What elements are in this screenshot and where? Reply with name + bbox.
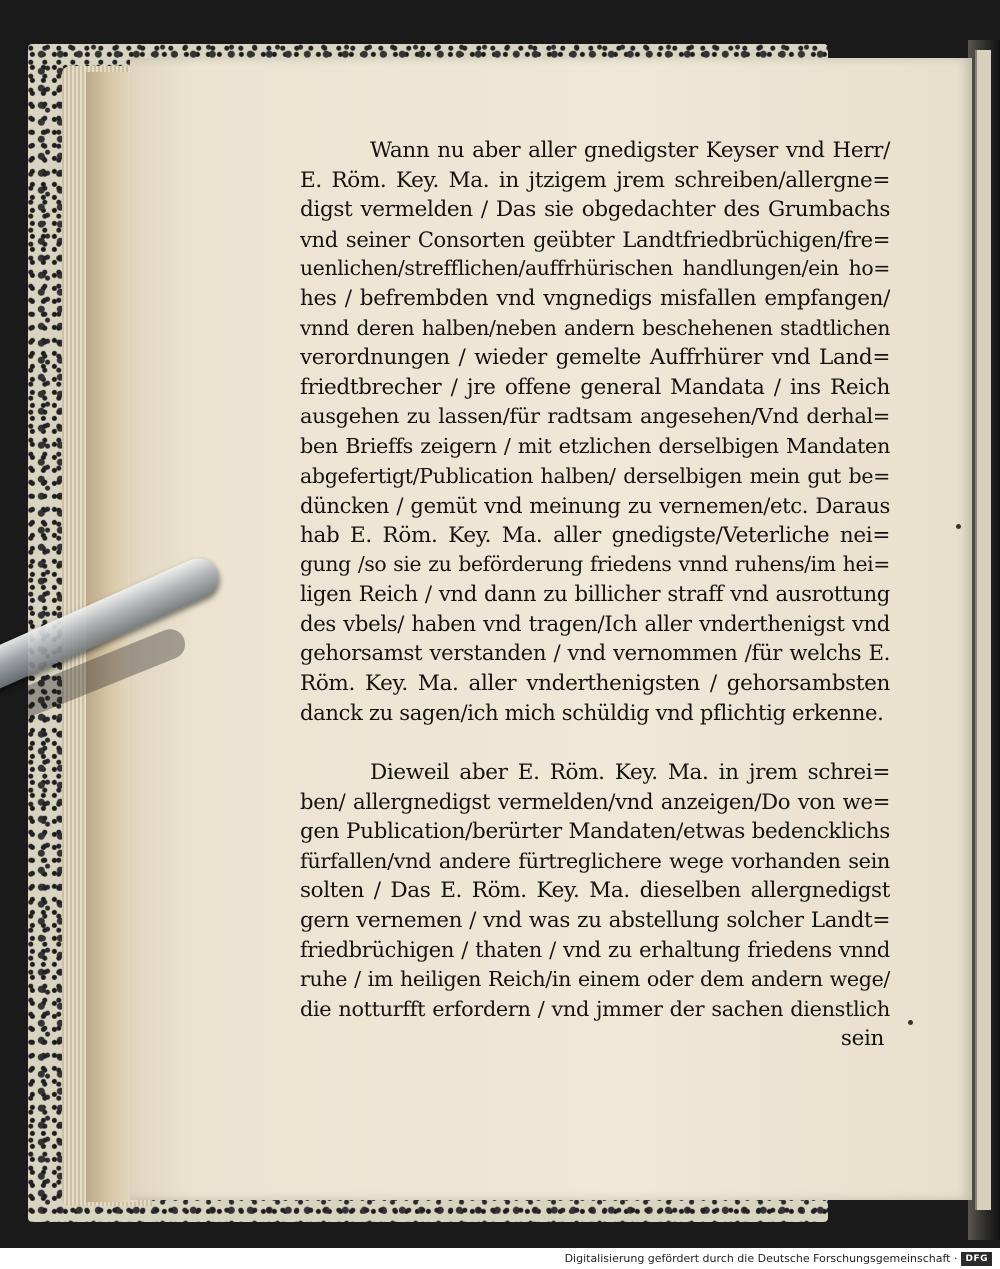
text-line: die notturfft erfordern / vnd jmmer der sachen dienstlich <box>300 996 890 1021</box>
credit-bar <box>0 1248 1000 1269</box>
right-cover-board <box>975 50 991 1210</box>
text-line: Röm. Key. Ma. aller vnderthenigsten / gehorsambsten <box>300 670 890 696</box>
text-line: hes / befrembden vnd vngnedigs misfallen empfangen/ <box>300 285 890 311</box>
text-line: verordnungen / wieder gemelte Auffrhürer vnd Land= <box>300 345 890 371</box>
text-line: düncken / gemüt vnd meinung zu vernemen/etc. Daraus <box>300 493 890 519</box>
text-line: friedtbrecher / jre offene general Mandata / ins Reich <box>300 374 890 400</box>
text-line: vnd seiner Consorten geübter Landtfriedbrüchigen/fre= <box>300 226 890 252</box>
funding-credit: Digitalisierung gefördert durch die Deutsche Forschungsgemeinschaft · <box>564 1252 958 1265</box>
text-line: ben/ allergnedigst vermelden/vnd anzeigen/Do von we= <box>300 789 890 815</box>
paragraph-1 <box>300 136 890 728</box>
text-line: ben Brieffs zeigern / mit etzlichen derselbigen Mandaten <box>300 433 890 458</box>
text-line: uenlichen/strefflichen/auffrhürischen handlungen/ein ho= <box>300 256 890 281</box>
text-line: hab E. Röm. Key. Ma. aller gnedigste/Veterliche nei= <box>300 522 890 548</box>
text-line: vnnd deren halben/neben andern beschehenen stadtlichen <box>300 315 890 340</box>
text-line: danck zu sagen/ich mich schüldig vnd pflichtig erkenne. <box>300 700 884 726</box>
text-line: abgefertigt/Publication halben/ derselbigen mein gut be= <box>300 463 890 488</box>
text-line: des vbels/ haben vnd tragen/Ich aller vnderthenigst vnd <box>300 611 890 637</box>
text-line: friedbrüchigen / thaten / vnd zu erhaltung friedens vnnd <box>300 937 890 963</box>
page-text <box>300 136 890 1054</box>
text-line: gung /so sie zu beförderung friedens vnnd ruhens/im hei= <box>300 552 890 577</box>
text-line: ruhe / im heiligen Reich/in einem oder dem andern wege/ <box>300 967 890 992</box>
text-line: E. Röm. Key. Ma. in jtzigem jrem schreiben/allergne= <box>300 167 890 193</box>
text-line: ligen Reich / vnd dann zu billicher straff vnd ausrottung <box>300 581 890 607</box>
paragraph-2 <box>300 758 890 1054</box>
text-line: ausgehen zu lassen/für radtsam angesehen/Vnd derhal= <box>300 404 890 429</box>
text-line: gehorsamst verstanden / vnd vernommen /für welchs E. <box>300 641 890 667</box>
text-line: solten / Das E. Röm. Key. Ma. dieselben allergnedigst <box>300 878 890 904</box>
text-line: Dieweil aber E. Röm. Key. Ma. in jrem schrei= <box>370 759 890 785</box>
page-speck <box>956 524 961 529</box>
text-line: digst vermelden / Das sie obgedachter des Grumbachs <box>300 197 890 223</box>
page-speck <box>908 1020 913 1025</box>
text-line: gen Publication/berürter Mandaten/etwas bedencklichs <box>300 819 890 845</box>
text-line: fürfallen/vnd andere fürtreglichere wege vorhanden sein <box>300 848 890 873</box>
dfg-logo: DFG <box>961 1252 992 1266</box>
text-line: Wann nu aber aller gnedigster Keyser vnd Herr/ <box>370 138 890 163</box>
text-line: gern vernemen / vnd was zu abstellung solcher Landt= <box>300 907 890 933</box>
catchword: sein <box>840 1026 884 1052</box>
